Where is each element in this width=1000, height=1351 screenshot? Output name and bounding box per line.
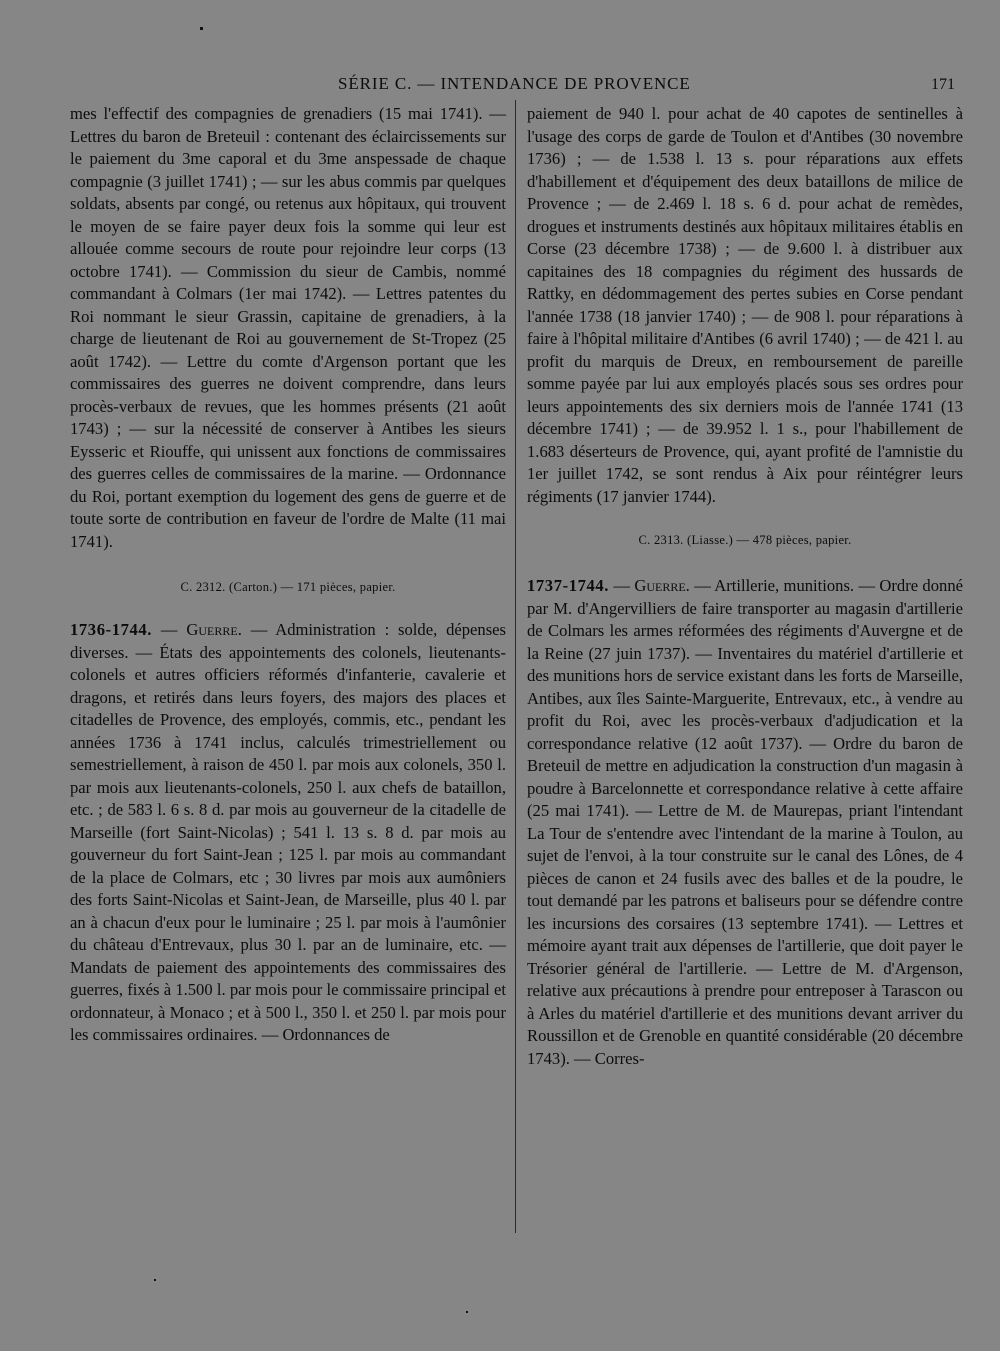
right-column: [527, 103, 963, 1070]
entry-dates: 1736-1744.: [70, 620, 153, 639]
entry-text: — Administration : solde, dépenses diverses. — États des appointements des colonels, lieutenants-colonels et autres officiers réformés d'infanterie, cavalerie et dragons, et retirés dans leurs foyers, des majors des places et citadelles de Provence, des employés, commis, etc., pendant les années 1736 à 1741 inclus, calculés trimestriellement ou semestriellement, à raison de 450 l. par mois aux colonels, 350 l. par mois aux lieutenants-colonels, 250 l. aux chefs de bataillon, etc. ; de 583 l. 6 s. 8 d. par mois au gouverneur de la citadelle de Marseille (fort Saint-Nicolas) ; 541 l. 13 s. 8 d. par mois au gouverneur du fort Saint-Jean ; 125 l. par mois au commandant de la place de Colmars, etc ; 30 livres par mois aux aumôniers des forts Saint-Nicolas et Saint-Jean, de Marseille, plus 40 l. par an à chacun d'eux pour le luminaire ; 25 l. par mois à l'aumônier du château d'Entrevaux, plus 30 l. par an de luminaire, etc. — Mandats de paiement des appointements des commissaires des guerres, fixés à 1.500 l. par mois pour le commissaire principal et ordonnateur, à Monaco ; et à 500 l., 350 l. et 250 l. par mois pour les commissaires ordinaires. — Ordonnances de: [70, 620, 506, 1044]
entry-text: — Artillerie, munitions. — Ordre donné par M. d'Angervilliers de faire transporter au magasin d'artillerie de Colmars les armes réformées des régiments d'Auvergne et de la Reine (27 juin 1737). — Inventaires du matériel d'artillerie et des munitions hors de service existant dans les forts de Marseille, Antibes, aux îles Sainte-Marguerite, Entrevaux, etc., à vendre au profit du Roi, avec les procès-verbaux d'adjudication et la correspondance relative (12 août 1737). — Ordre du baron de Breteuil de mettre en adjudication la construction d'un magasin à poudre à Barcelonnette et correspondance relative à cette affaire (25 mai 1741). — Lettre de M. de Maurepas, priant l'intendant La Tour de s'entendre avec l'intendant de la marine à Toulon, au sujet de l'envoi, à la tour construite sur le canal des Lônes, de 4 pièces de canon et 24 fusils avec des balles et de la poudre, le tout demandé par les patrons et baliseurs pour se défendre contre les incursions des corsaires (13 septembre 1741). — Lettres et mémoire ayant trait aux dépenses de l'artillerie, que doit payer le Trésorier général de l'artillerie. — Lettre de M. d'Argenson, relative aux précautions à prendre pour entreposer à Tarascon ou à Arles du matériel d'artillerie et des munitions devant arriver du Roussillon et de Grenoble en quantité considérable (20 décembre 1743). — Corres-: [527, 576, 963, 1068]
running-header: [0, 74, 1000, 98]
entry-dates: 1737-1744.: [527, 576, 610, 595]
page-number: 171: [931, 76, 955, 93]
entry-category: — Guerre.: [160, 620, 242, 639]
inventory-entry: [527, 575, 963, 1070]
inventory-entry: [70, 619, 506, 1047]
page-title: SÉRIE C. — INTENDANCE DE PROVENCE: [338, 74, 691, 93]
continued-entry-text: mes l'effectif des compagnies de grenadiers (15 mai 1741). — Lettres du baron de Breteuil : contenant des éclaircissements sur le paiement du 3me caporal et du 3me anspessade de chaque compagnie (3 juillet 1741) ; — sur les abus commis par quelques soldats, absents par congé, ou retenus aux hôpitaux, qui trouvent le moyen de se faire payer deux fois la somme qui leur est allouée comme secours de route pour rejoindre leur corps (13 octobre 1741). — Commission du sieur de Cambis, nommé commandant à Colmars (1er mai 1742). — Lettres patentes du Roi nommant le sieur Grassin, capitaine de grenadiers, à la charge de lieutenant de Roi au gouvernement de St-Tropez (25 août 1742). — Lettre du comte d'Argenson portant que les commissaires des guerres ne doivent comprendre, dans leurs procès-verbaux de revues, que les hommes présents (21 août 1743) ; — sur la nécessité de conserver à Antibes les sieurs Eysseric et Riouffe, qui unissent aux fonctions de commissaires des guerres celles de commissaires de la marine. — Ordonnance du Roi, portant exemption du logement des gens de guerre et de toute sorte de contribution en faveur de l'ordre de Malte (11 mai 1741).: [70, 104, 506, 551]
scan-speck: [466, 1311, 468, 1313]
archive-reference: C. 2313. (Liasse.) — 478 pièces, papier.: [638, 533, 852, 547]
left-column: [70, 103, 506, 1047]
scan-speck: [200, 27, 203, 30]
archive-reference: C. 2312. (Carton.) — 171 pièces, papier.: [180, 580, 396, 594]
entry-category: — Guerre.: [613, 576, 690, 595]
column-divider: [515, 100, 516, 1233]
continued-entry-text: paiement de 940 l. pour achat de 40 capotes de sentinelles à l'usage des corps de garde de Toulon et d'Antibes (30 novembre 1736) ; — de 1.538 l. 13 s. pour réparations aux effets d'habillement et d'équipement des deux bataillons de milice de Provence ; — de 2.469 l. 18 s. 6 d. pour achat de remèdes, drogues et instruments destinés aux hôpitaux militaires établis en Corse (23 décembre 1738) ; — de 9.600 l. à distribuer aux capitaines des 18 compagnies du régiment des hussards de Rattky, en dédommagement des pertes subies en Corse pendant l'année 1738 (18 janvier 1740) ; — de 908 l. pour réparations à faire à l'hôpital militaire d'Antibes (6 avril 1740) ; — de 421 l. au profit du marquis de Dreux, en remboursement de pareille somme payée par lui aux employés placés sous ses ordres pour leurs appointements des six derniers mois de l'année 1741 (13 décembre 1741) ; — de 39.952 l. 1 s., pour l'habillement de 1.683 déserteurs de Provence, qui, ayant profité de l'amnistie du 1er juillet 1742, se sont rendus à Aix pour réintégrer leurs régiments (17 janvier 1744).: [527, 104, 963, 506]
scan-speck: [154, 1279, 156, 1281]
